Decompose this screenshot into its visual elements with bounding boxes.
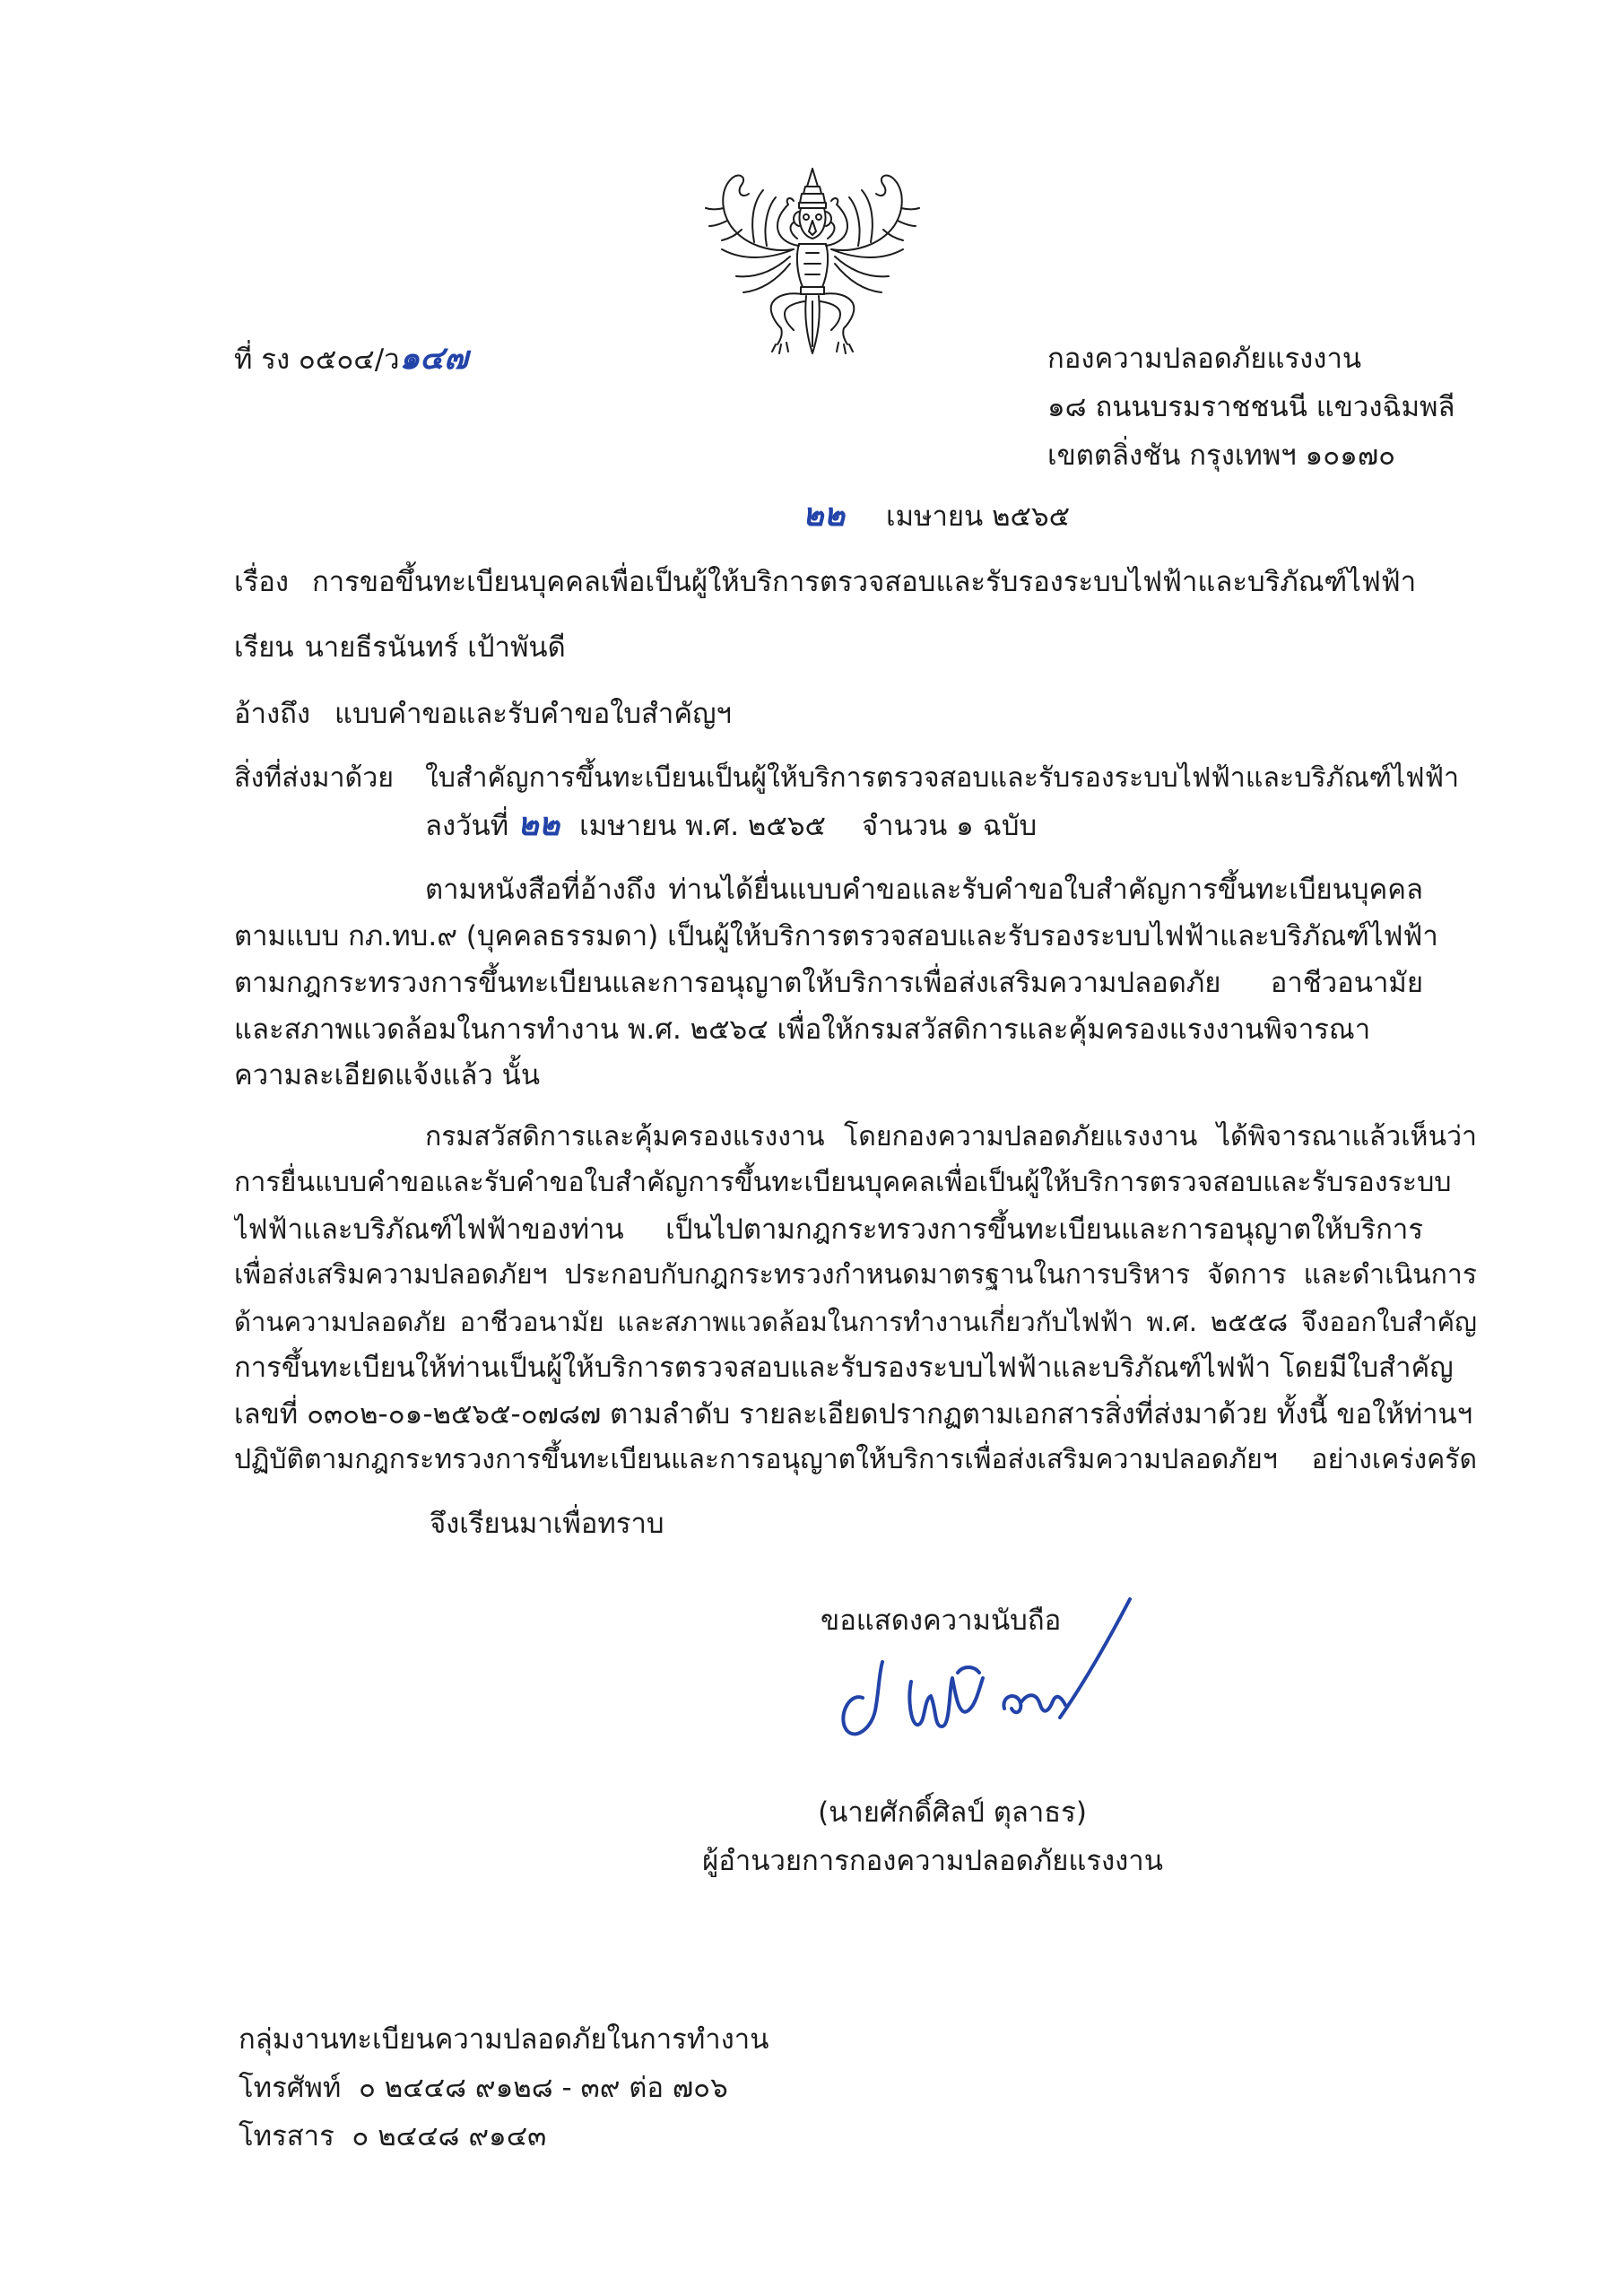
- signature-stroke: [1003, 1695, 1065, 1712]
- salutation: [234, 624, 566, 671]
- enclosure-label: สิ่งที่ส่งมาด้วย: [234, 762, 394, 794]
- paragraph-1-text: ตามหนังสือที่อ้างถึง ท่านได้ยื่นแบบคำขอและรับคำขอใบสำคัญการขึ้นทะเบียนบุคคล: [425, 874, 1423, 906]
- closing-text: จึงเรียนมาเพื่อทราบ: [430, 1508, 664, 1540]
- paragraph-2-line: [234, 1299, 1477, 1345]
- subject-text: การขอขึ้นทะเบียนบุคคลเพื่อเป็นผู้ให้บริการตรวจสอบและรับรองระบบไฟฟ้าและบริภัณฑ์ไฟฟ้า: [312, 566, 1417, 598]
- paragraph-2-line: [234, 1344, 1477, 1391]
- subject-label: เรื่อง: [234, 566, 290, 598]
- paragraph-1-text: ตามแบบ กภ.ทบ.๙ (บุคคลธรรมดา) เป็นผู้ให้บริการตรวจสอบและรับรองระบบไฟฟ้าและบริภัณฑ์ไฟฟ้า: [234, 920, 1438, 952]
- reference-label: อ้างถึง: [234, 698, 311, 730]
- paragraph-2-line: [425, 1114, 1477, 1161]
- paragraph-2-text: การขึ้นทะเบียนให้ท่านเป็นผู้ให้บริการตรวจสอบและรับรองระบบไฟฟ้าและบริภัณฑ์ไฟฟ้า โดยมีใบสำคัญ: [234, 1352, 1454, 1384]
- signature-stroke: [958, 1667, 979, 1673]
- garuda-emblem: [700, 167, 925, 359]
- letter-date: [803, 492, 1430, 539]
- reference-number-handwritten: ๑๔๗: [399, 340, 468, 377]
- paragraph-1-line: [234, 913, 1477, 960]
- complimentary-close-text: ขอแสดงความนับถือ: [821, 1605, 1062, 1637]
- reference: [234, 691, 732, 737]
- sender-address-line: [1047, 335, 1585, 382]
- garuda-head: [800, 208, 826, 239]
- enclosure-text: ใบสำคัญการขึ้นทะเบียนเป็นผู้ให้บริการตรวจสอบและรับรองระบบไฟฟ้าและบริภัณฑ์ไฟฟ้า: [425, 762, 1460, 794]
- garuda-body: [797, 244, 828, 294]
- salutation-line: [234, 624, 1481, 671]
- paragraph-2-text: ด้านความปลอดภัย อาชีวอนามัย และสภาพแวดล้อมในการทำงานเกี่ยวกับไฟฟ้า พ.ศ. ๒๕๕๘ จึงออกใบสำคัญ: [234, 1307, 1477, 1337]
- footer-phone-line: [239, 2065, 1046, 2111]
- garuda-crown: [799, 169, 826, 208]
- paragraph-2-text: เลขที่ ๐๓๐๒-๐๑-๒๕๖๕-๐๗๘๗ ตามลำดับ รายละเอียดปรากฏตามเอกสารสิ่งที่ส่งมาด้วย ทั้งนี้ ขอให้ท่านฯ: [234, 1398, 1473, 1431]
- enclosure: [234, 755, 1459, 802]
- paragraph-1-text: ตามกฎกระทรวงการขึ้นทะเบียนและการอนุญาตให้บริการเพื่อส่งเสริมความปลอดภัย อาชีวอนามัย: [234, 967, 1423, 999]
- subject: [234, 559, 1416, 605]
- reference-prefix: ที่ รง ๐๕๐๔/ว: [234, 344, 400, 376]
- paragraph-2-line: [234, 1252, 1477, 1299]
- signatory-name: (นายศักดิ์ศิลป์ ตุลาธร): [818, 1796, 1087, 1829]
- paragraph-1-line: [234, 960, 1477, 1006]
- sender-district: เขตตลิ่งชัน กรุงเทพฯ ๑๐๑๗๐: [1047, 439, 1396, 472]
- closing-line: [430, 1500, 1147, 1547]
- paragraph-2-line: [234, 1437, 1477, 1483]
- paragraph-1-line: [234, 1006, 1477, 1053]
- enclosure-date: [425, 802, 1037, 848]
- garuda-tail: [805, 296, 819, 353]
- footer-fax: โทรสาร ๐ ๒๔๔๘ ๙๑๔๓: [239, 2120, 547, 2152]
- signatory-position: ผู้อำนวยการกองความปลอดภัยแรงงาน: [702, 1845, 1163, 1877]
- letter-date-text: [803, 492, 1070, 539]
- enclosure-quantity: จำนวน ๑ ฉบับ: [861, 810, 1038, 842]
- garuda-right-side: [821, 176, 919, 353]
- garuda-ear-left: [794, 212, 799, 226]
- paragraph-1-line: [234, 1052, 1477, 1099]
- paragraph-2-text: การยื่นแบบคำขอและรับคำขอใบสำคัญการขึ้นทะเบียนบุคคลเพื่อเป็นผู้ให้บริการตรวจสอบและรับรองระบบ: [234, 1167, 1452, 1198]
- garuda-leg-left: [771, 293, 804, 353]
- subject-line: [234, 559, 1481, 605]
- signature-stroke: [1060, 1599, 1130, 1718]
- paragraph-2-line: [234, 1160, 1477, 1206]
- sender-address-line: [1047, 432, 1585, 479]
- paragraph-2-text: เพื่อส่งเสริมความปลอดภัยฯ ประกอบกับกฎกระทรวงกำหนดมาตรฐานในการบริหาร จัดการ และดำเนินการ: [234, 1259, 1477, 1291]
- reference-number-line: [234, 335, 736, 382]
- signature-stroke: [909, 1678, 983, 1726]
- paragraph-1-line: [425, 866, 1477, 913]
- footer-fax-line: [239, 2113, 1046, 2160]
- enclosure-day-handwritten: ๒๒: [517, 806, 560, 843]
- enclosure-date-prefix: ลงวันที่: [425, 810, 509, 842]
- enclosure-date-rest: เมษายน พ.ศ. ๒๕๖๕: [579, 810, 826, 842]
- garuda-arm-left: [777, 198, 799, 246]
- paragraph-2-text: ไฟฟ้าและบริภัณฑ์ไฟฟ้าของท่าน เป็นไปตามกฎกระทรวงการขึ้นทะเบียนและการอนุญาตให้บริการ: [234, 1213, 1423, 1246]
- paragraph-2-text: ปฏิบัติตามกฎกระทรวงการขึ้นทะเบียนและการอนุญาตให้บริการเพื่อส่งเสริมความปลอดภัยฯ อย่างเคร่งครัด: [234, 1444, 1477, 1475]
- signatory-position-line: [664, 1838, 1202, 1884]
- footer-phone: โทรศัพท์ ๐ ๒๔๔๘ ๙๑๒๘ - ๓๙ ต่อ ๗๐๖: [239, 2072, 728, 2104]
- sender-street: ๑๘ ถนนบรมราชชนนี แขวงฉิมพลี: [1047, 391, 1455, 423]
- footer-department-line: [239, 2016, 1046, 2063]
- reference-text: แบบคำขอและรับคำขอใบสำคัญฯ: [334, 698, 732, 730]
- handwritten-signature: [825, 1592, 1148, 1749]
- paragraph-2-line: [234, 1206, 1477, 1253]
- reference-line: [234, 691, 1481, 737]
- paragraph-1-text: และสภาพแวดล้อมในการทำงาน พ.ศ. ๒๕๖๔ เพื่อให้กรมสวัสดิการและคุ้มครองแรงงานพิจารณา: [234, 1013, 1371, 1046]
- date-day-handwritten: ๒๒: [803, 497, 845, 534]
- reference-number: [234, 335, 468, 382]
- date-month-year: เมษายน ๒๕๖๕: [886, 500, 1071, 533]
- sender-address-line: [1047, 384, 1585, 430]
- sender-office: กองความปลอดภัยแรงงาน: [1047, 343, 1362, 375]
- garuda-wing-left: [706, 176, 794, 292]
- signature-stroke: [843, 1662, 882, 1734]
- signatory-name-line: [683, 1789, 1221, 1836]
- garuda-left-side: [706, 176, 804, 353]
- paragraph-2-text: กรมสวัสดิการและคุ้มครองแรงงาน โดยกองความปลอดภัยแรงงาน ได้พิจารณาแล้วเห็นว่า: [425, 1121, 1477, 1152]
- enclosure-line: [234, 755, 1481, 802]
- recipient-name: นายธีรนันทร์ เป้าพันดี: [304, 631, 566, 664]
- paragraph-1-text: ความละเอียดแจ้งแล้ว นั้น: [234, 1059, 541, 1091]
- salutation-label: เรียน: [234, 631, 294, 664]
- paragraph-2-line: [234, 1391, 1477, 1438]
- enclosure-date-line: [425, 802, 1474, 848]
- footer-department: กลุ่มงานทะเบียนความปลอดภัยในการทำงาน: [239, 2023, 769, 2056]
